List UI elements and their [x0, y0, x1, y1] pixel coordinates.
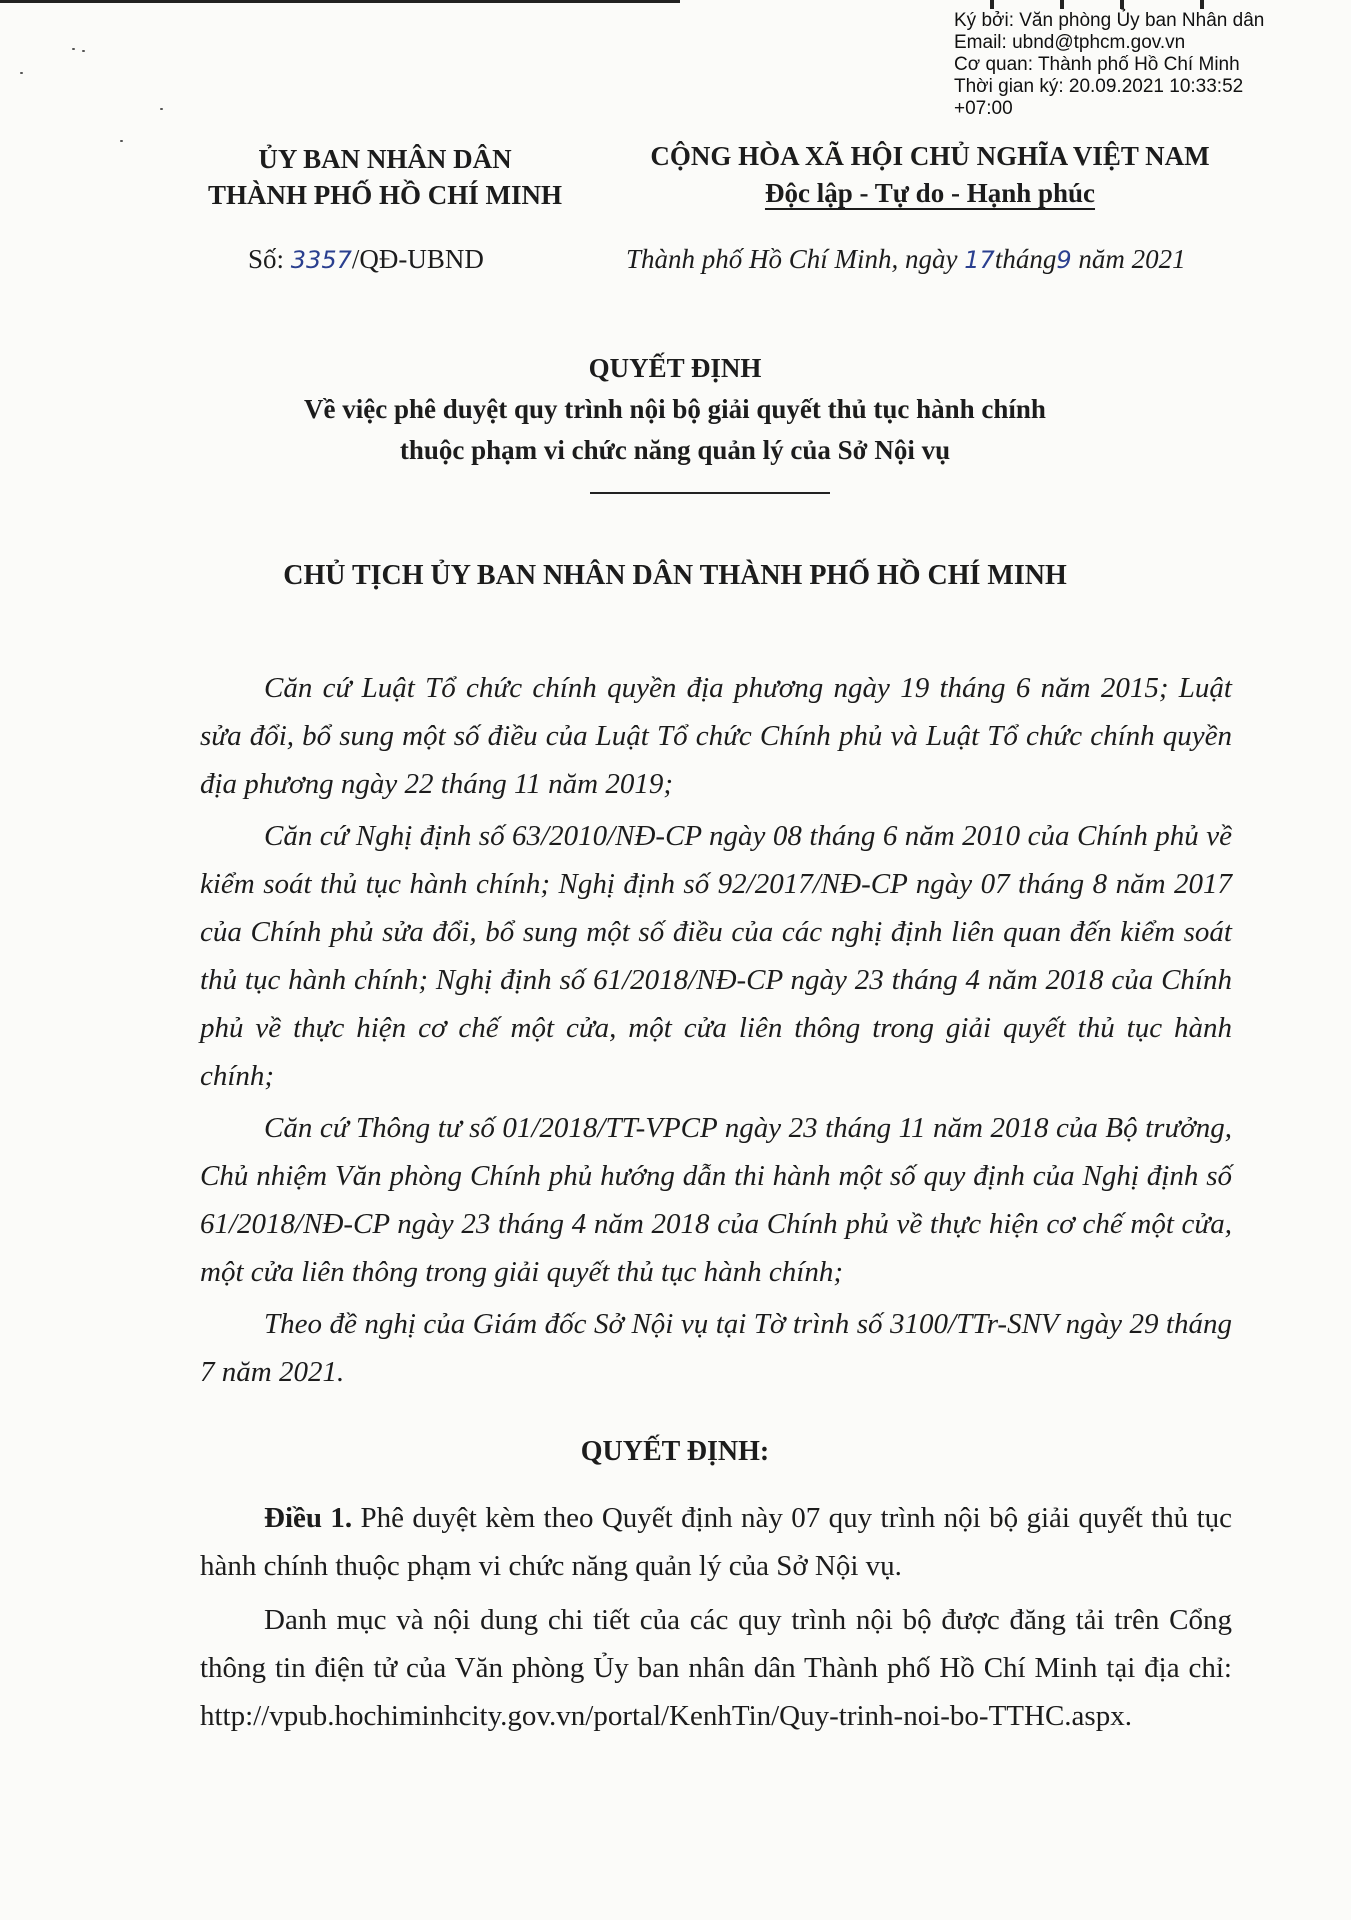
date-year: năm 2021 [1078, 244, 1186, 274]
number-suffix: /QĐ-UBND [351, 244, 484, 274]
national-motto [610, 138, 1250, 212]
issuing-organization [150, 141, 620, 213]
article-1-paragraph [200, 1494, 1232, 1590]
scan-speck [72, 48, 75, 50]
date-prefix: Thành phố Hồ Chí Minh, ngày [626, 244, 958, 274]
legal-basis-paragraph: Căn cứ Thông tư số 01/2018/TT-VPCP ngày 23 tháng 11 năm 2018 của Bộ trưởng, Chủ nhiệm Văn phòng Chính phủ hướng dẫn thi hành một số quy định của Nghị định số 61/2018/NĐ-CP ngày 23 tháng 4 năm 2018 của Chính phủ về thực hiện cơ chế một cửa, một cửa liên thông trong giải quyết thủ tục hành chính; [200, 1112, 1232, 1288]
title-line-1: Về việc phê duyệt quy trình nội bộ giải quyết thủ tục hành chính [304, 394, 1046, 424]
signature-timezone: +07:00 [954, 98, 1013, 119]
date-month-label: tháng [994, 244, 1057, 274]
signature-email: Email: ubnd@tphcm.gov.vn [954, 32, 1186, 53]
issue-date [626, 244, 1186, 275]
number-handwritten: 3357 [290, 246, 352, 274]
decision-heading: QUYẾT ĐỊNH: [580, 1436, 770, 1467]
scan-speck [160, 108, 163, 110]
signature-signed-by: Ký bởi: Văn phòng Ủy ban Nhân dân [954, 10, 1265, 31]
scan-mark [1060, 0, 1064, 9]
title-divider [590, 492, 830, 494]
legal-basis-paragraph: Căn cứ Nghị định số 63/2010/NĐ-CP ngày 08 tháng 6 năm 2010 của Chính phủ về kiểm soát thủ tục hành chính; Nghị định số 92/2017/NĐ-CP ngày 07 tháng 8 năm 2017 của Chính phủ sửa đổi, bổ sung một số điều của các nghị định liên quan đến kiểm soát thủ tục hành chính; Nghị định số 61/2018/NĐ-CP ngày 23 tháng 4 năm 2018 của Chính phủ về thực hiện cơ chế một cửa, một cửa liên thông trong giải quyết thủ tục hành chính; [200, 820, 1232, 1092]
nation-line-2: Độc lập - Tự do - Hạnh phúc [764, 178, 1096, 208]
scan-border-line [0, 0, 680, 3]
scan-mark [1200, 0, 1204, 9]
scan-mark [1120, 0, 1124, 9]
document-number [248, 244, 484, 275]
scan-mark [990, 0, 994, 9]
article-1 [200, 1494, 1232, 1740]
article-1-label: Điều 1. [264, 1502, 353, 1534]
digital-signature-stamp [954, 10, 1349, 120]
title-line-2: thuộc phạm vi chức năng quản lý của Sở Nội vụ [399, 435, 951, 465]
scan-speck [120, 140, 123, 142]
article-1-paragraph-2: Danh mục và nội dung chi tiết của các quy trình nội bộ được đăng tải trên Cổng thông tin điện tử của Văn phòng Ủy ban nhân dân Thành phố Hồ Chí Minh tại địa chỉ: http://vpub.hochiminhcity.gov.vn/portal/KenhTin/Quy-trinh-noi-bo-TTHC.aspx. [200, 1604, 1232, 1732]
number-prefix: Số: [248, 244, 285, 274]
authority-heading: CHỦ TỊCH ỦY BAN NHÂN DÂN THÀNH PHỐ HỒ CHÍ MINH [283, 560, 1067, 591]
date-day-handwritten: 17 [964, 246, 995, 274]
legal-basis-paragraph: Theo đề nghị của Giám đốc Sở Nội vụ tại Tờ trình số 3100/TTr-SNV ngày 29 tháng 7 năm 2021. [200, 1308, 1232, 1388]
nation-line-1: CỘNG HÒA XÃ HỘI CHỦ NGHĨA VIỆT NAM [650, 141, 1210, 171]
org-line-2: THÀNH PHỐ HỒ CHÍ MINH [207, 180, 562, 210]
signature-time: Thời gian ký: 20.09.2021 10:33:52 [954, 76, 1244, 97]
org-line-1: ỦY BAN NHÂN DÂN [258, 144, 512, 174]
scan-speck [20, 72, 23, 74]
decision-title [100, 348, 1250, 471]
signature-agency: Cơ quan: Thành phố Hồ Chí Minh [954, 54, 1240, 75]
date-month-handwritten: 9 [1056, 246, 1072, 274]
title-heading: QUYẾT ĐỊNH [588, 353, 762, 383]
legal-bases [200, 664, 1232, 1396]
legal-basis-paragraph: Căn cứ Luật Tổ chức chính quyền địa phương ngày 19 tháng 6 năm 2015; Luật sửa đổi, bổ sung một số điều của Luật Tổ chức Chính phủ và Luật Tổ chức chính quyền địa phương ngày 22 tháng 11 năm 2019; [200, 672, 1232, 800]
scan-speck [82, 50, 85, 52]
article-1-text: Phê duyệt kèm theo Quyết định này 07 quy trình nội bộ giải quyết thủ tục hành chính thuộc phạm vi chức năng quản lý của Sở Nội vụ. [200, 1502, 1233, 1582]
